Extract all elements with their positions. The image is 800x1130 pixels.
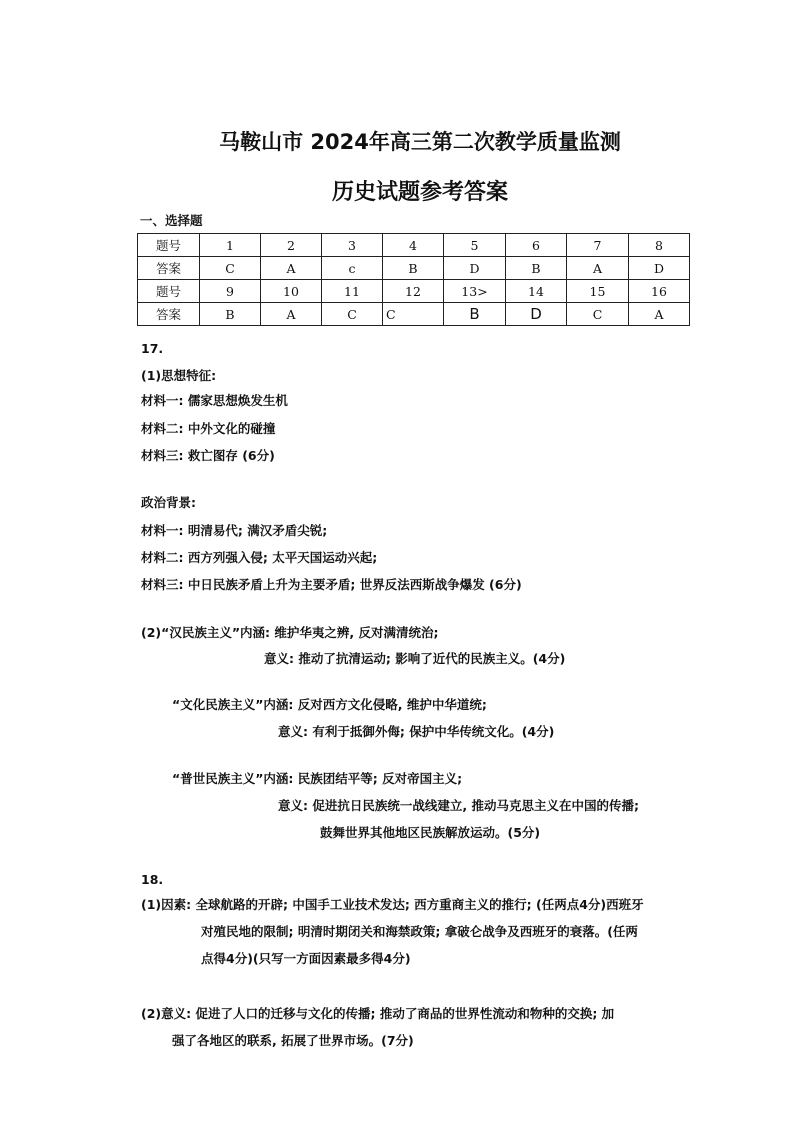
table-cell: 10 — [261, 280, 322, 303]
q17-universal-nationalism-meaning-cont: 鼓舞世界其他地区民族解放运动。(5分) — [320, 825, 541, 840]
q18-part1-line: (1)因素: 全球航路的开辟; 中国手工业技术发达; 西方重商主义的推行; (任两点4分)西班牙 — [141, 897, 644, 912]
table-cell: c — [322, 257, 383, 280]
table-cell: 6 — [506, 234, 567, 257]
table-cell: D — [444, 257, 506, 280]
table-cell: A — [261, 257, 322, 280]
section-heading-choice: 一、选择题 — [140, 213, 203, 228]
table-cell: 13> — [444, 280, 506, 303]
table-cell: 16 — [629, 280, 690, 303]
table-cell: 7 — [567, 234, 629, 257]
q17-thought-item: 材料三: 救亡图存 (6分) — [141, 448, 275, 463]
q17-thought-item: 材料一: 儒家思想焕发生机 — [141, 393, 288, 408]
q17-han-nationalism-content: (2)“汉民族主义”内涵: 维护华夷之辨, 反对满清统治; — [141, 625, 439, 640]
table-cell: 2 — [261, 234, 322, 257]
q17-background-item: 材料三: 中日民族矛盾上升为主要矛盾; 世界反法西斯战争爆发 (6分) — [141, 577, 522, 592]
question-17-number: 17. — [141, 341, 164, 356]
q17-background-item: 材料一: 明清易代; 满汉矛盾尖锐; — [141, 523, 328, 538]
table-cell: D — [629, 257, 690, 280]
table-row — [138, 280, 690, 303]
q17-han-nationalism-meaning: 意义: 推动了抗清运动; 影响了近代的民族主义。(4分) — [264, 651, 566, 666]
table-cell: 8 — [629, 234, 690, 257]
table-cell: A — [629, 303, 690, 326]
q18-part1-line: 点得4分)(只写一方面因素最多得4分) — [201, 951, 411, 966]
answer-table — [137, 233, 690, 326]
page-subtitle: 历史试题参考答案 — [331, 180, 508, 205]
q17-cultural-nationalism-meaning: 意义: 有利于抵御外侮; 保护中华传统文化。(4分) — [278, 724, 555, 739]
table-cell: D — [506, 303, 567, 326]
page-title: 马鞍山市 2024年高三第二次教学质量监测 — [219, 130, 621, 154]
q17-background-item: 材料二: 西方列强入侵; 太平天国运动兴起; — [141, 550, 378, 565]
table-cell: 1 — [200, 234, 261, 257]
table-cell: C — [567, 303, 629, 326]
table-cell: 答案 — [138, 257, 200, 280]
table-cell: B — [383, 257, 444, 280]
q18-part2-line: (2)意义: 促进了人口的迁移与文化的传播; 推动了商品的世界性流动和物种的交换; 加 — [141, 1006, 615, 1021]
table-row — [138, 257, 690, 280]
table-cell: 9 — [200, 280, 261, 303]
table-cell: 3 — [322, 234, 383, 257]
q18-part2-line: 强了各地区的联系, 拓展了世界市场。(7分) — [172, 1033, 414, 1048]
q17-universal-nationalism-meaning: 意义: 促进抗日民族统一战线建立, 推动马克思主义在中国的传播; — [278, 798, 639, 813]
question-18-number: 18. — [141, 872, 164, 887]
table-cell: C — [383, 303, 444, 326]
q17-cultural-nationalism-content: “文化民族主义”内涵: 反对西方文化侵略, 维护中华道统; — [172, 697, 487, 712]
table-cell: 11 — [322, 280, 383, 303]
table-cell: B — [200, 303, 261, 326]
table-cell: B — [506, 257, 567, 280]
q17-part1-heading: (1)思想特征: — [141, 368, 217, 383]
table-row — [138, 303, 690, 326]
q18-part1-line: 对殖民地的限制; 明清时期闭关和海禁政策; 拿破仑战争及西班牙的衰落。(任两 — [201, 924, 638, 939]
table-cell: 4 — [383, 234, 444, 257]
table-cell: 12 — [383, 280, 444, 303]
table-cell: 15 — [567, 280, 629, 303]
table-cell: 5 — [444, 234, 506, 257]
table-cell: C — [322, 303, 383, 326]
table-cell: 题号 — [138, 234, 200, 257]
table-row — [138, 234, 690, 257]
table-cell: A — [567, 257, 629, 280]
q17-background-heading: 政治背景: — [141, 495, 196, 510]
table-cell: A — [261, 303, 322, 326]
table-cell: 题号 — [138, 280, 200, 303]
table-cell: B — [444, 303, 506, 326]
table-cell: 14 — [506, 280, 567, 303]
q17-universal-nationalism-content: “普世民族主义”内涵: 民族团结平等; 反对帝国主义; — [172, 771, 463, 786]
q17-thought-item: 材料二: 中外文化的碰撞 — [141, 421, 276, 436]
table-cell: 答案 — [138, 303, 200, 326]
table-cell: C — [200, 257, 261, 280]
